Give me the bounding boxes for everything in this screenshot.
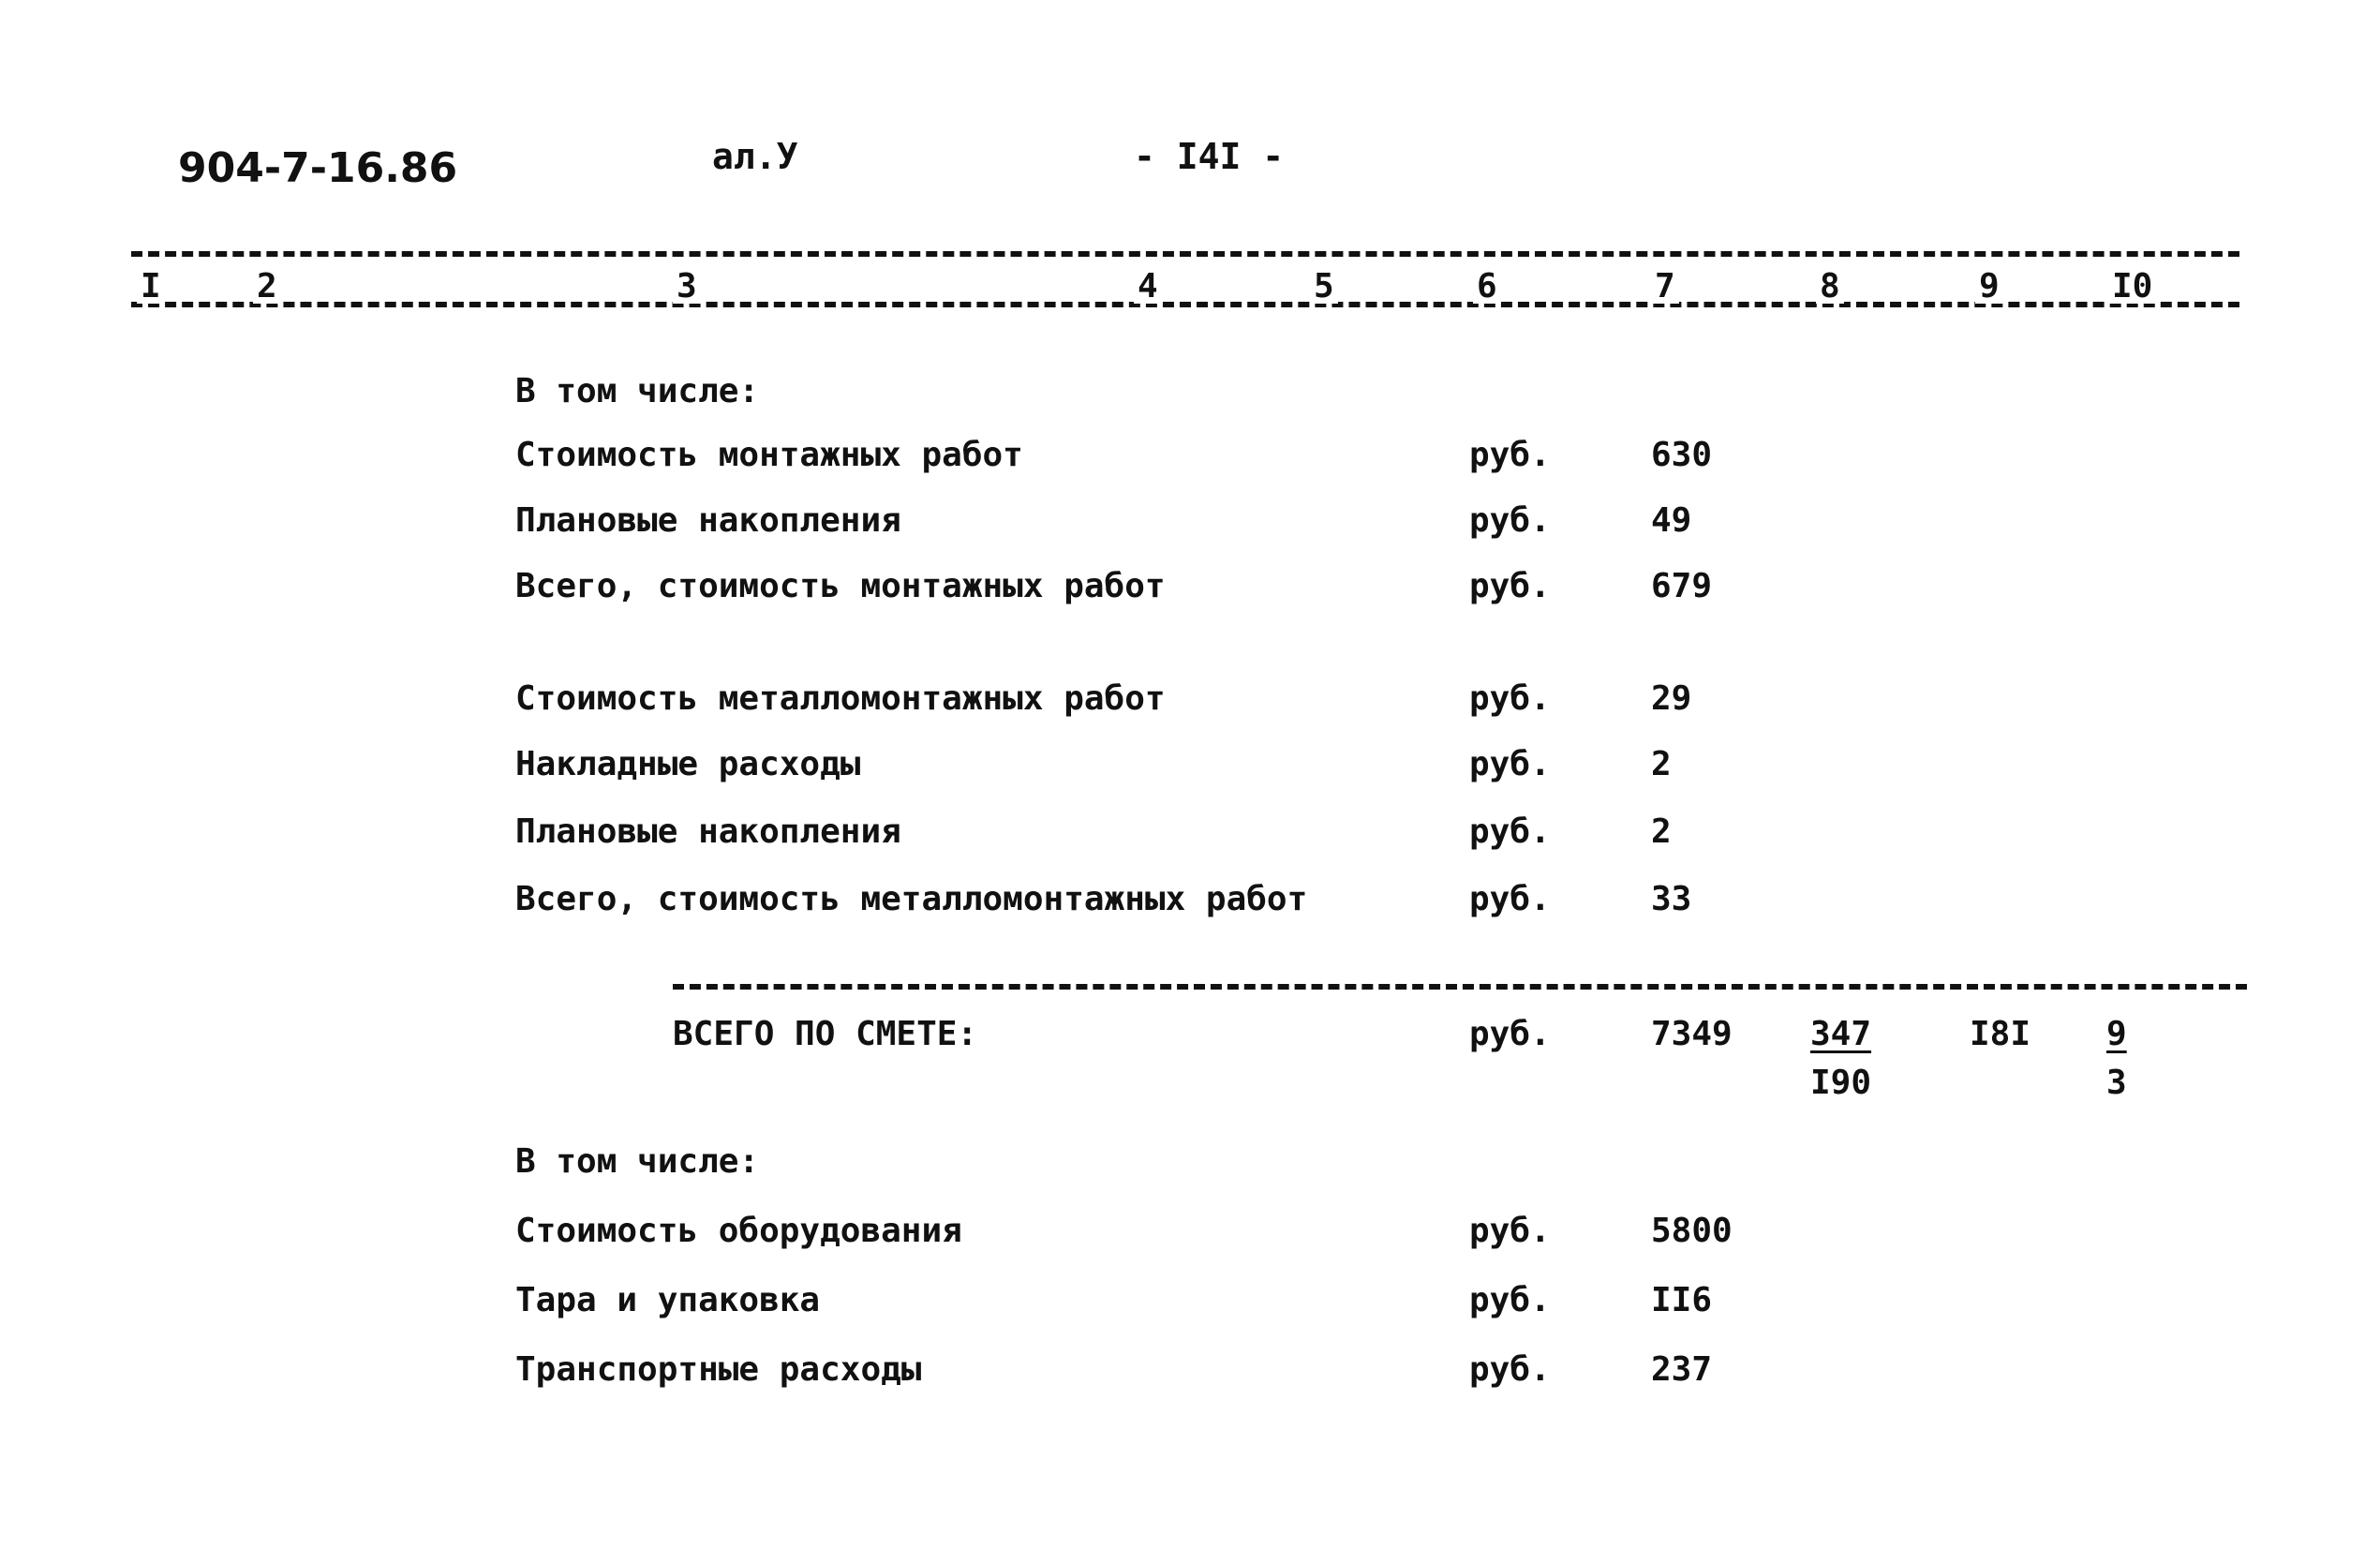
page-number: - I4I -: [1134, 136, 1285, 177]
column-number-9: 9: [1975, 270, 2003, 304]
document-code: 904-7-16.86: [178, 144, 458, 192]
section1-row-unit: руб.: [1469, 501, 1551, 540]
section1-row-value: 679: [1651, 567, 1713, 605]
column-number-8: 8: [1816, 270, 1844, 304]
section1-row-label: Всего, стоимость монтажных работ: [515, 567, 1166, 605]
total-col8-denominator: I90: [1810, 1064, 1872, 1102]
section2-row-value: 2: [1651, 745, 1672, 783]
section3-row-unit: руб.: [1469, 1281, 1551, 1319]
total-col8-numerator: 347: [1810, 1015, 1872, 1053]
section2-row-unit: руб.: [1469, 679, 1551, 718]
section1-row-value: 630: [1651, 436, 1713, 474]
section3-row-unit: руб.: [1469, 1212, 1551, 1250]
column-dashed-rule: [131, 302, 2239, 307]
total-col9: I8I: [1970, 1015, 2031, 1053]
total-dashed-rule: [673, 984, 2247, 990]
section1-row-unit: руб.: [1469, 567, 1551, 605]
column-number-5: 5: [1310, 270, 1338, 304]
section2-row-unit: руб.: [1469, 812, 1551, 851]
column-number-3: 3: [673, 270, 701, 304]
total-unit: руб.: [1469, 1015, 1551, 1053]
section3-row-value: II6: [1651, 1281, 1713, 1319]
section3-heading: В том числе:: [515, 1142, 760, 1181]
total-value: 7349: [1651, 1015, 1733, 1053]
section3-row-value: 5800: [1651, 1212, 1733, 1250]
section2-row-value: 29: [1651, 679, 1692, 718]
album-number: ал.У: [712, 136, 798, 177]
section1-row-unit: руб.: [1469, 436, 1551, 474]
section2-row-unit: руб.: [1469, 880, 1551, 918]
column-number-7: 7: [1651, 270, 1679, 304]
section1-heading: В том числе:: [515, 372, 760, 410]
top-dashed-rule: [131, 251, 2239, 257]
section2-row-label: Стоимость металломонтажных работ: [515, 679, 1166, 718]
column-number-2: 2: [253, 270, 281, 304]
total-col10-numerator: 9: [2106, 1015, 2127, 1053]
total-col10-denominator: 3: [2106, 1064, 2127, 1102]
total-label: ВСЕГО ПО СМЕТЕ:: [673, 1015, 978, 1053]
section1-row-value: 49: [1651, 501, 1692, 540]
section2-row-value: 2: [1651, 812, 1672, 851]
section3-row-label: Стоимость оборудования: [515, 1212, 962, 1250]
column-number-10: I0: [2108, 270, 2156, 304]
section2-row-value: 33: [1651, 880, 1692, 918]
section2-row-label: Накладные расходы: [515, 745, 861, 783]
column-number-6: 6: [1473, 270, 1501, 304]
section2-row-label: Всего, стоимость металломонтажных работ: [515, 880, 1308, 918]
section3-row-label: Транспортные расходы: [515, 1350, 922, 1389]
section2-row-label: Плановые накопления: [515, 812, 901, 851]
column-number-1: I: [137, 270, 165, 304]
section3-row-value: 237: [1651, 1350, 1713, 1389]
section3-row-label: Тара и упаковка: [515, 1281, 821, 1319]
column-number-4: 4: [1134, 270, 1162, 304]
section2-row-unit: руб.: [1469, 745, 1551, 783]
section1-row-label: Плановые накопления: [515, 501, 901, 540]
section1-row-label: Стоимость монтажных работ: [515, 436, 1023, 474]
section3-row-unit: руб.: [1469, 1350, 1551, 1389]
